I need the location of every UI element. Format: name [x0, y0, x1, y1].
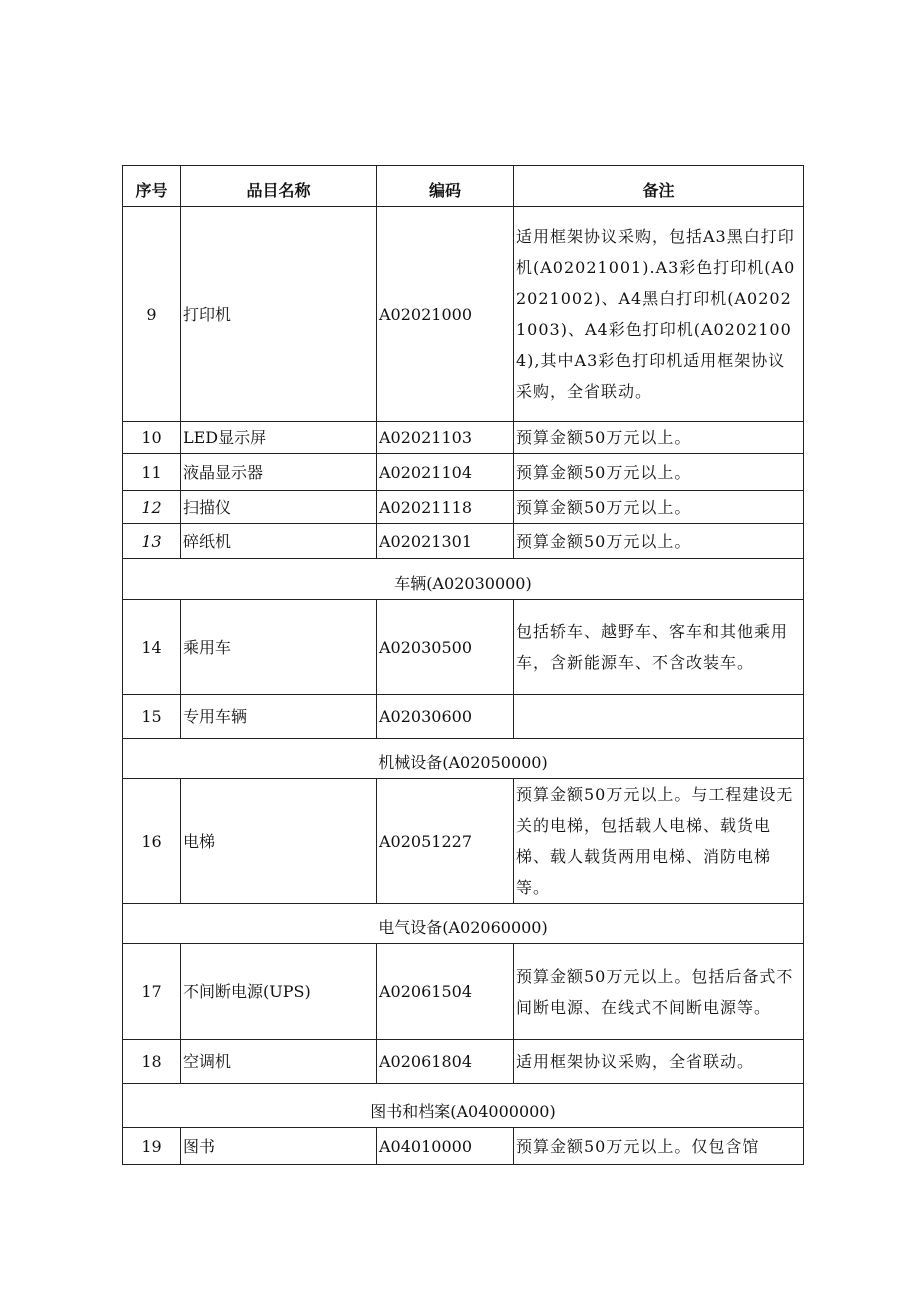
row-name: 空调机 — [181, 1040, 377, 1084]
row-name: LED显示屏 — [181, 422, 377, 454]
row-no: 12 — [123, 491, 181, 524]
row-no: 15 — [123, 695, 181, 739]
row-note: 适用框架协议采购，包括A3黑白打印机(A02021001).A3彩色打印机(A02021002)、A4黑白打印机(A02021003)、A4彩色打印机(A02021004),其中A3彩色打印机适用框架协议采购，全省联动。 — [514, 207, 804, 422]
table-header-row — [123, 166, 804, 207]
category-row-machinery — [123, 739, 804, 779]
category-title: 车辆(A02030000) — [123, 559, 804, 600]
row-code: A02061804 — [377, 1040, 514, 1084]
row-name: 乘用车 — [181, 600, 377, 695]
row-note: 预算金额50万元以上。包括后备式不间断电源、在线式不间断电源等。 — [514, 944, 804, 1040]
row-note — [514, 695, 804, 739]
table-row — [123, 600, 804, 695]
table-row — [123, 695, 804, 739]
row-note: 预算金额50万元以上。 — [514, 422, 804, 454]
header-note: 备注 — [514, 166, 804, 207]
row-name: 扫描仪 — [181, 491, 377, 524]
row-code: A02021000 — [377, 207, 514, 422]
row-name: 电梯 — [181, 779, 377, 904]
row-name: 图书 — [181, 1128, 377, 1165]
row-code: A02021118 — [377, 491, 514, 524]
row-note: 包括轿车、越野车、客车和其他乘用车，含新能源车、不含改装车。 — [514, 600, 804, 695]
table-row — [123, 491, 804, 524]
row-note: 适用框架协议采购，全省联动。 — [514, 1040, 804, 1084]
category-row-books — [123, 1084, 804, 1128]
row-note: 预算金额50万元以上。仅包含馆 — [514, 1128, 804, 1165]
table-row — [123, 1040, 804, 1084]
category-title: 电气设备(A02060000) — [123, 904, 804, 944]
row-no: 19 — [123, 1128, 181, 1165]
row-name: 碎纸机 — [181, 524, 377, 559]
row-no: 14 — [123, 600, 181, 695]
row-code: A02021301 — [377, 524, 514, 559]
row-code: A04010000 — [377, 1128, 514, 1165]
row-code: A02051227 — [377, 779, 514, 904]
row-name: 打印机 — [181, 207, 377, 422]
header-code: 编码 — [377, 166, 514, 207]
table-row — [123, 524, 804, 559]
row-note: 预算金额50万元以上。 — [514, 491, 804, 524]
header-no: 序号 — [123, 166, 181, 207]
row-code: A02061504 — [377, 944, 514, 1040]
row-code: A02030600 — [377, 695, 514, 739]
row-name: 不间断电源(UPS) — [181, 944, 377, 1040]
category-row-electrical — [123, 904, 804, 944]
row-no: 16 — [123, 779, 181, 904]
row-name: 专用车辆 — [181, 695, 377, 739]
row-code: A02021103 — [377, 422, 514, 454]
row-note: 预算金额50万元以上。 — [514, 454, 804, 491]
row-name: 液晶显示器 — [181, 454, 377, 491]
header-name: 品目名称 — [181, 166, 377, 207]
row-no: 10 — [123, 422, 181, 454]
table-row — [123, 422, 804, 454]
procurement-catalog-table — [122, 165, 804, 1165]
row-no: 13 — [123, 524, 181, 559]
row-no: 17 — [123, 944, 181, 1040]
category-title: 图书和档案(A04000000) — [123, 1084, 804, 1128]
row-no: 9 — [123, 207, 181, 422]
row-note: 预算金额50万元以上。 — [514, 524, 804, 559]
table-row — [123, 207, 804, 422]
table-row — [123, 1128, 804, 1165]
table-row — [123, 944, 804, 1040]
row-code: A02030500 — [377, 600, 514, 695]
table-row — [123, 454, 804, 491]
category-row-vehicle — [123, 559, 804, 600]
row-note: 预算金额50万元以上。与工程建设无关的电梯，包括载人电梯、载货电梯、载人载货两用电梯、消防电梯等。 — [514, 779, 804, 904]
row-code: A02021104 — [377, 454, 514, 491]
table-row — [123, 779, 804, 904]
row-no: 11 — [123, 454, 181, 491]
category-title: 机械设备(A02050000) — [123, 739, 804, 779]
row-no: 18 — [123, 1040, 181, 1084]
